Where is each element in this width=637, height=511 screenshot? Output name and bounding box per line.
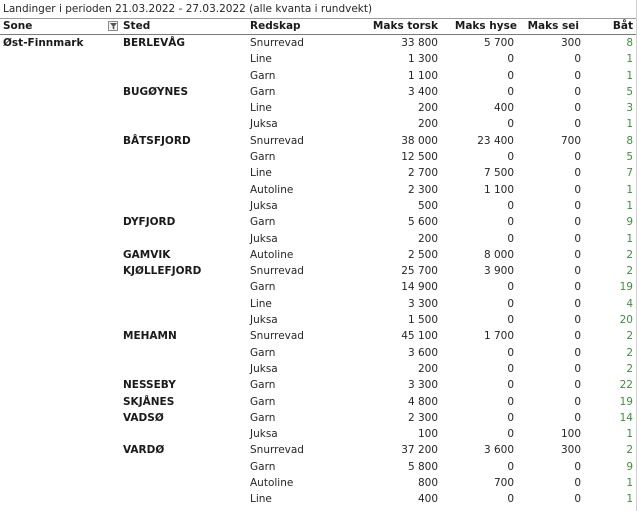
cell-maks-torsk: 4 800 (407, 395, 438, 408)
cell-bat: 1 (626, 53, 633, 66)
table-row[interactable] (0, 35, 636, 51)
table-row[interactable] (0, 491, 636, 507)
cell-redskap: Garn (250, 281, 276, 294)
cell-maks-hyse: 0 (507, 216, 514, 229)
cell-maks-torsk: 3 300 (407, 379, 438, 392)
cell-bat: 1 (626, 232, 633, 245)
cell-redskap: Juksa (250, 428, 278, 441)
cell-maks-sei: 0 (574, 493, 581, 506)
cell-maks-torsk: 25 700 (401, 265, 438, 278)
cell-redskap: Line (250, 493, 272, 506)
cell-sted: VADSØ (123, 411, 164, 424)
cell-bat: 2 (626, 330, 633, 343)
cell-maks-torsk: 1 300 (407, 53, 438, 66)
cell-maks-torsk: 38 000 (401, 134, 438, 147)
cell-bat: 9 (626, 460, 633, 473)
cell-redskap: Garn (250, 460, 276, 473)
table-body (0, 35, 636, 508)
cell-maks-hyse: 0 (507, 232, 514, 245)
cell-maks-sei: 0 (574, 297, 581, 310)
cell-bat: 1 (626, 199, 633, 212)
cell-maks-torsk: 2 700 (407, 167, 438, 180)
cell-redskap: Garn (250, 151, 276, 164)
cell-maks-hyse: 0 (507, 151, 514, 164)
cell-redskap: Garn (250, 395, 276, 408)
cell-maks-sei: 0 (574, 232, 581, 245)
cell-maks-torsk: 500 (417, 199, 438, 212)
cell-maks-sei: 300 (560, 37, 581, 49)
cell-maks-sei: 0 (574, 346, 581, 359)
cell-maks-torsk: 1 100 (407, 69, 438, 82)
cell-maks-sei: 0 (574, 102, 581, 115)
cell-maks-sei: 0 (574, 330, 581, 343)
table-row[interactable] (0, 100, 636, 116)
cell-maks-torsk: 3 300 (407, 297, 438, 310)
table-row[interactable] (0, 263, 636, 279)
column-header-maks-torsk[interactable]: Maks torsk (372, 20, 438, 32)
cell-maks-sei: 0 (574, 216, 581, 229)
cell-maks-torsk: 37 200 (401, 444, 438, 457)
cell-maks-hyse: 5 700 (483, 37, 514, 49)
cell-maks-hyse: 0 (507, 281, 514, 294)
cell-maks-torsk: 3 400 (407, 85, 438, 98)
cell-redskap: Autoline (250, 477, 294, 490)
cell-redskap: Juksa (250, 362, 278, 375)
cell-redskap: Line (250, 102, 272, 115)
cell-maks-torsk: 2 300 (407, 411, 438, 424)
cell-maks-sei: 300 (560, 444, 581, 457)
cell-maks-hyse: 0 (507, 199, 514, 212)
cell-redskap: Garn (250, 69, 276, 82)
cell-redskap: Juksa (250, 314, 278, 327)
cell-maks-hyse: 23 400 (477, 134, 514, 147)
table-row[interactable] (0, 165, 636, 181)
cell-maks-torsk: 200 (417, 118, 438, 131)
cell-sted: BERLEVÅG (123, 37, 185, 49)
cell-redskap: Line (250, 167, 272, 180)
cell-sted: SKJÅNES (123, 395, 175, 408)
cell-maks-hyse: 0 (507, 411, 514, 424)
cell-bat: 22 (619, 379, 633, 392)
column-header-redskap[interactable]: Redskap (250, 20, 301, 32)
cell-maks-hyse: 0 (507, 460, 514, 473)
filter-icon[interactable] (108, 21, 118, 31)
cell-sted: BUGØYNES (123, 85, 189, 98)
table-row[interactable] (0, 116, 636, 132)
cell-maks-hyse: 0 (507, 428, 514, 441)
cell-maks-sei: 0 (574, 151, 581, 164)
table-row[interactable] (0, 442, 636, 458)
cell-maks-torsk: 400 (417, 493, 438, 506)
table-row[interactable] (0, 410, 636, 426)
cell-redskap: Autoline (250, 248, 294, 261)
table-row[interactable] (0, 231, 636, 247)
table-row[interactable] (0, 51, 636, 67)
cell-maks-torsk: 100 (417, 428, 438, 441)
cell-maks-hyse: 0 (507, 314, 514, 327)
cell-redskap: Garn (250, 85, 276, 98)
cell-maks-torsk: 45 100 (401, 330, 438, 343)
cell-redskap: Line (250, 53, 272, 66)
cell-sted: NESSEBY (123, 379, 176, 392)
cell-redskap: Autoline (250, 183, 294, 196)
cell-bat: 3 (626, 102, 633, 115)
report-title: Landinger i perioden 21.03.2022 - 27.03.2022 (alle kvanta i rundvekt) (0, 0, 636, 19)
table-row[interactable] (0, 328, 636, 344)
cell-bat: 1 (626, 428, 633, 441)
cell-maks-sei: 0 (574, 281, 581, 294)
cell-maks-torsk: 3 600 (407, 346, 438, 359)
cell-maks-hyse: 8 000 (483, 248, 514, 261)
cell-sone: Øst-Finnmark (3, 37, 84, 49)
cell-sted: BÅTSFJORD (123, 134, 191, 147)
cell-maks-hyse: 0 (507, 69, 514, 82)
cell-maks-hyse: 3 900 (483, 265, 514, 278)
column-header-sone[interactable]: Sone (3, 20, 33, 32)
cell-bat: 1 (626, 183, 633, 196)
cell-maks-hyse: 0 (507, 395, 514, 408)
cell-maks-hyse: 0 (507, 362, 514, 375)
cell-maks-hyse: 0 (507, 379, 514, 392)
cell-maks-hyse: 0 (507, 493, 514, 506)
cell-redskap: Juksa (250, 118, 278, 131)
cell-maks-torsk: 5 800 (407, 460, 438, 473)
cell-maks-hyse: 700 (493, 477, 514, 490)
cell-bat: 1 (626, 477, 633, 490)
column-header-bat[interactable]: Båt (612, 20, 633, 32)
cell-maks-sei: 0 (574, 395, 581, 408)
cell-bat: 2 (626, 362, 633, 375)
cell-bat: 9 (626, 216, 633, 229)
cell-bat: 8 (626, 134, 633, 147)
table-row[interactable] (0, 459, 636, 475)
cell-maks-sei: 0 (574, 199, 581, 212)
cell-maks-torsk: 1 500 (407, 314, 438, 327)
cell-maks-hyse: 3 600 (483, 444, 514, 457)
cell-redskap: Line (250, 297, 272, 310)
cell-maks-hyse: 400 (493, 102, 514, 115)
cell-maks-torsk: 2 500 (407, 248, 438, 261)
cell-bat: 2 (626, 346, 633, 359)
cell-bat: 5 (626, 85, 633, 98)
cell-maks-hyse: 0 (507, 118, 514, 131)
cell-maks-torsk: 5 600 (407, 216, 438, 229)
cell-maks-sei: 0 (574, 411, 581, 424)
cell-maks-sei: 0 (574, 248, 581, 261)
cell-maks-torsk: 2 300 (407, 183, 438, 196)
column-header-sted[interactable]: Sted (123, 20, 151, 32)
cell-maks-hyse: 1 700 (483, 330, 514, 343)
cell-sted: KJØLLEFJORD (123, 265, 202, 278)
table-row[interactable] (0, 182, 636, 198)
cell-bat: 19 (619, 395, 633, 408)
cell-maks-hyse: 0 (507, 85, 514, 98)
cell-maks-sei: 0 (574, 477, 581, 490)
table-row[interactable] (0, 133, 636, 149)
cell-sted: VARDØ (123, 444, 165, 457)
cell-maks-torsk: 800 (417, 477, 438, 490)
table-row[interactable] (0, 279, 636, 295)
cell-maks-sei: 100 (560, 428, 581, 441)
cell-redskap: Snurrevad (250, 134, 304, 147)
cell-maks-hyse: 7 500 (483, 167, 514, 180)
cell-maks-sei: 0 (574, 362, 581, 375)
cell-bat: 2 (626, 444, 633, 457)
cell-maks-torsk: 33 800 (401, 37, 438, 49)
cell-sted: GAMVIK (123, 248, 171, 261)
cell-maks-sei: 0 (574, 265, 581, 278)
cell-maks-hyse: 0 (507, 297, 514, 310)
cell-maks-torsk: 12 500 (401, 151, 438, 164)
cell-maks-hyse: 0 (507, 53, 514, 66)
cell-redskap: Garn (250, 216, 276, 229)
cell-bat: 7 (626, 167, 633, 180)
cell-bat: 1 (626, 493, 633, 506)
cell-maks-hyse: 1 100 (483, 183, 514, 196)
cell-redskap: Snurrevad (250, 330, 304, 343)
cell-maks-torsk: 200 (417, 362, 438, 375)
cell-maks-sei: 700 (560, 134, 581, 147)
cell-redskap: Juksa (250, 232, 278, 245)
cell-maks-sei: 0 (574, 69, 581, 82)
cell-bat: 1 (626, 118, 633, 131)
cell-maks-sei: 0 (574, 85, 581, 98)
column-header-maks-hyse[interactable]: Maks hyse (454, 20, 517, 32)
cell-maks-hyse: 0 (507, 346, 514, 359)
cell-sted: MEHAMN (123, 330, 177, 343)
cell-redskap: Garn (250, 379, 276, 392)
table-row[interactable] (0, 394, 636, 410)
cell-redskap: Snurrevad (250, 265, 304, 278)
table-row[interactable] (0, 214, 636, 230)
cell-bat: 4 (626, 297, 633, 310)
cell-maks-sei: 0 (574, 460, 581, 473)
table-row[interactable] (0, 296, 636, 312)
table-row[interactable] (0, 345, 636, 361)
cell-bat: 1 (626, 69, 633, 82)
cell-bat: 8 (626, 37, 633, 49)
table-row[interactable] (0, 198, 636, 214)
cell-maks-torsk: 200 (417, 232, 438, 245)
table-row[interactable] (0, 68, 636, 84)
cell-sted: DYFJORD (123, 216, 176, 229)
cell-maks-sei: 0 (574, 379, 581, 392)
cell-redskap: Garn (250, 411, 276, 424)
cell-maks-sei: 0 (574, 118, 581, 131)
cell-redskap: Snurrevad (250, 37, 304, 49)
table-row[interactable] (0, 475, 636, 491)
table-row[interactable] (0, 149, 636, 165)
table-row[interactable] (0, 426, 636, 442)
cell-bat: 14 (619, 411, 633, 424)
table-row[interactable] (0, 361, 636, 377)
table-header (0, 19, 636, 35)
cell-bat: 5 (626, 151, 633, 164)
cell-maks-sei: 0 (574, 53, 581, 66)
table-row[interactable] (0, 377, 636, 393)
table-row[interactable] (0, 247, 636, 263)
cell-redskap: Snurrevad (250, 444, 304, 457)
cell-redskap: Garn (250, 346, 276, 359)
table-row[interactable] (0, 84, 636, 100)
cell-maks-torsk: 200 (417, 102, 438, 115)
cell-bat: 19 (619, 281, 633, 294)
cell-maks-sei: 0 (574, 167, 581, 180)
cell-bat: 20 (619, 314, 633, 327)
cell-maks-torsk: 14 900 (401, 281, 438, 294)
cell-maks-sei: 0 (574, 183, 581, 196)
table-row[interactable] (0, 312, 636, 328)
cell-bat: 2 (626, 248, 633, 261)
cell-maks-sei: 0 (574, 314, 581, 327)
column-header-maks-sei[interactable]: Maks sei (527, 20, 579, 32)
cell-redskap: Juksa (250, 199, 278, 212)
cell-bat: 2 (626, 265, 633, 278)
